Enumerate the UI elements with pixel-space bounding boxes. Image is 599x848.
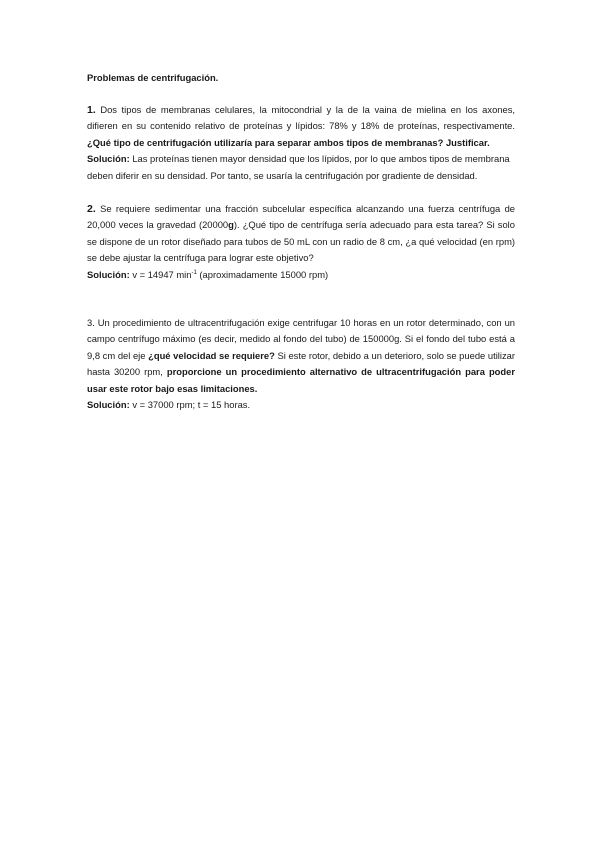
problem-3-statement	[87, 315, 515, 397]
problem-3	[87, 315, 515, 413]
problem-1	[87, 102, 515, 184]
problem-2-solution-text-b: (aproximadamente 15000 rpm)	[196, 268, 329, 280]
problem-2-solution-text-a: v = 14947 min	[129, 268, 192, 280]
problem-3-number: 3.	[87, 317, 95, 329]
problem-1-solution-text: Las proteínas tienen mayor densidad que los lípidos, por lo que ambos tipos de membrana deben diferir en su densidad. Por tanto, se usaría la centrifugación por gradiente de densidad.	[87, 153, 510, 181]
problem-3-question-a: ¿qué velocidad se requiere?	[148, 349, 275, 361]
problem-1-solution-label: Solución:	[87, 153, 130, 165]
problem-1-number: 1.	[87, 104, 96, 116]
problem-2-solution	[87, 267, 515, 283]
document-title: Problemas de centrifugación.	[87, 72, 219, 83]
problem-2-number: 2.	[87, 203, 96, 216]
problem-2	[87, 201, 515, 283]
problem-3-text-b: Si este rotor, debido a un deterioro, solo se puede utilizar hasta 30200 rpm,	[87, 349, 515, 378]
problem-2-solution-label: Solución:	[87, 268, 130, 280]
problem-1-solution	[87, 151, 515, 184]
spacer	[87, 283, 515, 315]
spacer	[87, 184, 515, 201]
problem-2-solution-superscript: -1	[191, 269, 197, 276]
problem-2-g-symbol: g	[228, 219, 234, 231]
problem-3-solution-label: Solución:	[87, 399, 130, 411]
problem-1-text: Dos tipos de membranas celulares, la mitocondrial y la de la vaina de mielina en los axones, difieren en su contenido relativo de proteínas y lípidos: 78% y 18% de proteínas, respectivamente.	[87, 104, 515, 132]
problem-2-text-b: ). ¿Qué tipo de centrífuga sería adecuado para esta tarea? Si solo se dispone de un rotor diseñado para tubos de 50 mL con un radio de 8 cm, ¿a qué velocidad (en rpm) se debe ajustar la centrífuga para lograr este objetivo?	[87, 219, 515, 264]
problem-2-statement	[87, 201, 515, 267]
problem-2-text-a: Se requiere sedimentar una fracción subcelular específica alcanzando una fuerza centrífuga de 20,000 veces la gravedad (20000	[87, 203, 515, 231]
problem-1-statement	[87, 102, 515, 151]
problem-3-solution-text: v = 37000 rpm; t = 15 horas.	[129, 399, 251, 411]
problem-3-solution	[87, 397, 515, 413]
problem-1-question: ¿Qué tipo de centrifugación utilizaría para separar ambos tipos de membranas? Justificar.	[87, 136, 490, 148]
problem-3-text-a: Un procedimiento de ultracentrifugación exige centrifugar 10 horas en un rotor determinado, con un campo centrífugo máximo (es decir, medido al fondo del tubo) de 150000g. Si el fondo del tubo está a 9,8 cm del eje	[87, 317, 515, 361]
document-page	[87, 70, 515, 414]
problem-3-question-b: proporcione un procedimiento alternativo de ultracentrifugación para poder usar este rotor bajo esas limitaciones.	[87, 366, 515, 394]
